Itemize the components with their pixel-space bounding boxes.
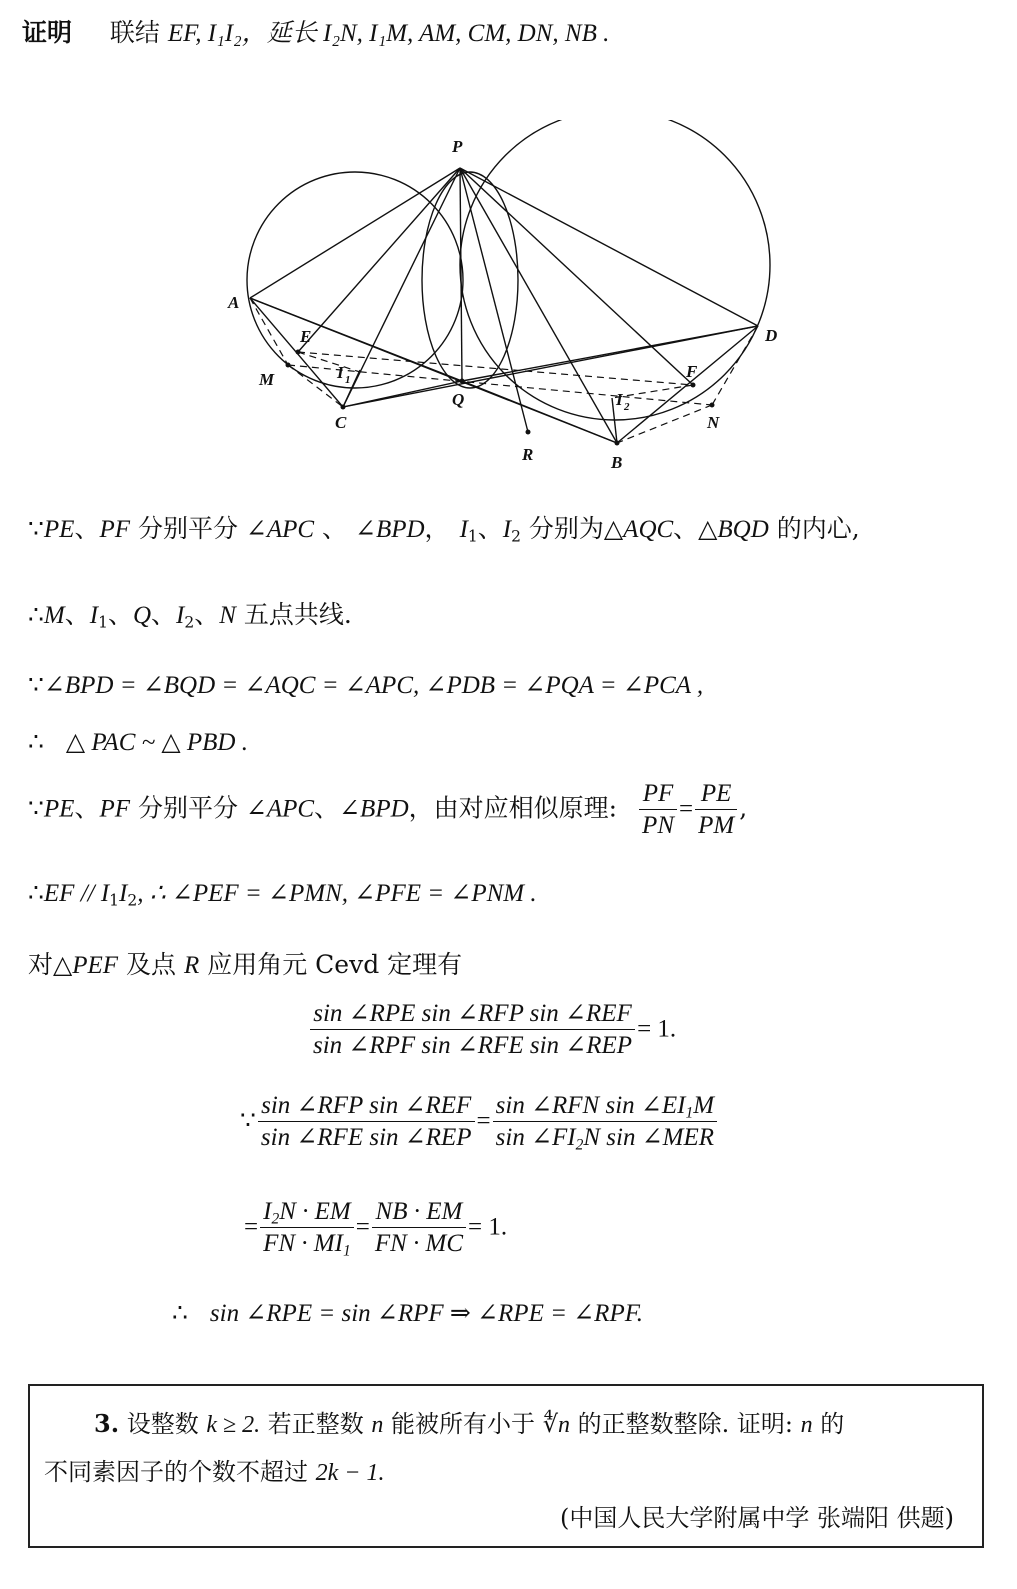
numerator: NB · EM bbox=[372, 1196, 466, 1228]
comma: , bbox=[739, 793, 748, 823]
incenter-I1: I bbox=[459, 516, 468, 543]
separator: ， bbox=[424, 514, 450, 543]
text-apply: 对△ bbox=[28, 950, 73, 979]
text-similarity-principle: ，由对应相似原理: bbox=[408, 793, 618, 823]
equation-ceva bbox=[308, 998, 676, 1062]
math-k: k ≥ 2. bbox=[206, 1412, 261, 1438]
denominator-part: FN · MI bbox=[263, 1230, 343, 1258]
label-R: R bbox=[522, 445, 534, 464]
label-N: N bbox=[707, 413, 720, 432]
equation-sine-ratio bbox=[240, 1090, 719, 1154]
label-B: B bbox=[611, 453, 623, 472]
problem-line-2 bbox=[44, 1452, 385, 1487]
equals-one: = 1. bbox=[637, 1015, 677, 1043]
triangle-AQC: AQC bbox=[623, 516, 674, 543]
therefore-symbol: ∴ bbox=[28, 878, 44, 907]
triangle-BQD: BQD bbox=[717, 516, 769, 543]
proof-intro-text: 联结 bbox=[109, 18, 160, 47]
proof-line-ceva bbox=[28, 950, 462, 981]
math-root: ∜n bbox=[542, 1412, 570, 1438]
separator: 、 bbox=[74, 793, 100, 823]
text-bisect: 分别平分 bbox=[130, 793, 246, 823]
geometry-figure bbox=[215, 120, 785, 475]
problem-text: 不同素因子的个数不超过 bbox=[44, 1458, 316, 1486]
subscript: 1 bbox=[467, 527, 478, 546]
label-Q: Q bbox=[452, 390, 465, 409]
angle-consequence: , ∴ ∠PEF = ∠PMN, ∠PFE = ∠PNM . bbox=[137, 880, 537, 907]
label-I2-sub: 2 bbox=[624, 401, 630, 413]
numerator bbox=[260, 1196, 354, 1228]
label-A: A bbox=[228, 293, 240, 312]
separator: 、 bbox=[151, 600, 177, 629]
subscript: 1 bbox=[98, 613, 108, 632]
angle-equalities: ∠BPD = ∠BQD = ∠AQC = ∠APC, ∠PDB = ∠PQA = ∠PCA , bbox=[43, 672, 704, 699]
denominator bbox=[493, 1122, 717, 1153]
subscript: 2 bbox=[127, 891, 138, 910]
label-D: D bbox=[765, 326, 778, 345]
conclusion-expression: sin ∠RPE = sin ∠RPF ⇒ ∠RPE = ∠RPF. bbox=[209, 1300, 644, 1327]
subscript: 1 bbox=[342, 1242, 351, 1260]
fraction-right bbox=[493, 1090, 717, 1154]
denominator bbox=[260, 1228, 354, 1259]
proof-line-ratio bbox=[28, 778, 747, 842]
proof-intro-line bbox=[22, 18, 609, 49]
seg-PF: PF bbox=[99, 516, 131, 543]
fraction-PF-PN bbox=[639, 778, 677, 842]
denominator: PM bbox=[698, 812, 735, 840]
angle-BPD: ∠BPD bbox=[355, 516, 425, 543]
math-n: n bbox=[371, 1412, 384, 1438]
separator: 、 bbox=[194, 600, 220, 629]
numerator: PE bbox=[695, 778, 737, 810]
problem-number: 3. bbox=[94, 1409, 120, 1438]
seg-PF: PF bbox=[99, 795, 131, 823]
proof-line-angles bbox=[28, 670, 703, 701]
denominator: sin ∠RPF sin ∠RFE sin ∠REP bbox=[313, 1032, 633, 1060]
subscript: 2 bbox=[511, 527, 521, 546]
denominator: sin ∠RFE sin ∠REP bbox=[260, 1124, 472, 1152]
equals-sign: = bbox=[679, 795, 694, 823]
equals-sign: = bbox=[355, 1213, 370, 1241]
label-I1-sub: 1 bbox=[345, 374, 351, 386]
separator: 、 bbox=[74, 514, 100, 543]
point-I1: I bbox=[89, 602, 99, 629]
fraction-left bbox=[260, 1196, 354, 1260]
label-I1: I bbox=[337, 363, 344, 382]
equals-sign: = bbox=[244, 1213, 259, 1241]
separator: 、 bbox=[107, 600, 133, 629]
source-text: (中国人民大学附属中学 张端阳 供题) bbox=[560, 1504, 954, 1532]
separator: 、 bbox=[314, 793, 340, 823]
point-I2: I bbox=[119, 880, 128, 907]
because-symbol: ∵ bbox=[28, 793, 44, 823]
subscript: 2 bbox=[271, 1210, 280, 1228]
angle-APC: ∠APC bbox=[245, 795, 315, 823]
label-P: P bbox=[452, 137, 463, 156]
text-incenter-end: 的内心, bbox=[768, 514, 860, 543]
label-M: M bbox=[259, 370, 275, 389]
numerator: sin ∠RPE sin ∠RFP sin ∠REF bbox=[310, 998, 635, 1030]
seg-PE: PE bbox=[43, 795, 75, 823]
numerator-part: I bbox=[263, 1198, 272, 1225]
denominator-part: N sin ∠MER bbox=[583, 1124, 715, 1152]
numerator-part: sin ∠RFN sin ∠EI bbox=[495, 1092, 686, 1119]
triangle-PEF: PEF bbox=[72, 952, 119, 979]
parallel-EF: EF // I bbox=[43, 880, 110, 907]
point-I2: I bbox=[176, 602, 185, 629]
label-C: C bbox=[335, 413, 347, 432]
problem-text: 能被所有小于 bbox=[383, 1410, 543, 1438]
problem-line-1 bbox=[94, 1404, 844, 1439]
label-I2: I bbox=[616, 390, 623, 409]
text-bisect: 分别平分 bbox=[130, 514, 246, 543]
subscript: 1 bbox=[685, 1104, 694, 1122]
problem-source bbox=[560, 1498, 954, 1533]
numerator-part: M bbox=[693, 1092, 715, 1119]
problem-text: 的正整数整除. 证明: bbox=[569, 1410, 801, 1438]
proof-line-bisectors bbox=[28, 514, 860, 545]
angle-APC: ∠APC bbox=[245, 516, 315, 543]
denominator: PN bbox=[642, 812, 674, 840]
numerator: sin ∠RFP sin ∠REF bbox=[258, 1090, 475, 1122]
fraction-ceva bbox=[310, 998, 635, 1062]
text-incenter: 分别为△ bbox=[520, 514, 624, 543]
point-Q: Q bbox=[132, 602, 152, 629]
separator: 、△ bbox=[673, 514, 718, 543]
incenter-I2: I bbox=[502, 516, 512, 543]
because-symbol: ∵ bbox=[28, 514, 44, 543]
numerator bbox=[493, 1090, 717, 1122]
proof-label: 证明 bbox=[22, 18, 73, 47]
fraction-PE-PM bbox=[695, 778, 737, 842]
similar-triangles: △ PAC ~ △ PBD . bbox=[65, 729, 248, 756]
denominator-part: sin ∠FI bbox=[495, 1124, 576, 1152]
numerator: PF bbox=[639, 778, 677, 810]
point-R: R bbox=[183, 952, 200, 979]
proof-conclusion bbox=[172, 1298, 643, 1329]
because-symbol: ∵ bbox=[28, 670, 44, 699]
subscript: 2 bbox=[184, 613, 195, 632]
problem-box bbox=[28, 1384, 984, 1548]
fraction-right bbox=[372, 1196, 466, 1260]
problem-text: 的 bbox=[812, 1410, 845, 1438]
point-N: N bbox=[219, 602, 236, 629]
separator: 、 bbox=[477, 514, 503, 543]
point-M: M bbox=[43, 602, 65, 629]
math-n: n bbox=[800, 1412, 813, 1438]
equals-sign: = bbox=[476, 1107, 491, 1135]
text-point: 及点 bbox=[118, 950, 184, 979]
because-symbol: ∵ bbox=[240, 1105, 256, 1135]
problem-text: 设整数 bbox=[119, 1410, 207, 1438]
label-F: F bbox=[686, 362, 698, 381]
therefore-symbol: ∴ bbox=[28, 727, 44, 756]
separator: 、 bbox=[314, 514, 355, 543]
text-collinear: 五点共线. bbox=[235, 600, 352, 629]
proof-line-parallel bbox=[28, 878, 537, 909]
proof-line-collinear bbox=[28, 600, 352, 631]
proof-line-similar bbox=[28, 727, 248, 758]
seg-PE: PE bbox=[43, 516, 75, 543]
equals-one: = 1. bbox=[468, 1213, 508, 1241]
equation-length-ratio bbox=[244, 1196, 507, 1260]
fraction-left bbox=[258, 1090, 475, 1154]
proof-intro-items: EF, I₁I₂，延长 I₂N, I₁M, AM, CM, DN, NB . bbox=[167, 20, 610, 47]
denominator: FN · MC bbox=[374, 1230, 464, 1258]
therefore-symbol: ∴ bbox=[172, 1298, 188, 1327]
separator: 、 bbox=[64, 600, 90, 629]
text-ceva: 应用角元 Cevd 定理有 bbox=[199, 950, 463, 979]
subscript: 2 bbox=[575, 1136, 584, 1154]
label-E: E bbox=[300, 327, 312, 346]
angle-BPD: ∠BPD bbox=[339, 795, 409, 823]
problem-text: 若正整数 bbox=[260, 1410, 372, 1438]
numerator-part: N · EM bbox=[279, 1198, 351, 1225]
subscript: 1 bbox=[109, 891, 120, 910]
math-bound: 2k − 1. bbox=[315, 1460, 385, 1486]
therefore-symbol: ∴ bbox=[28, 600, 44, 629]
